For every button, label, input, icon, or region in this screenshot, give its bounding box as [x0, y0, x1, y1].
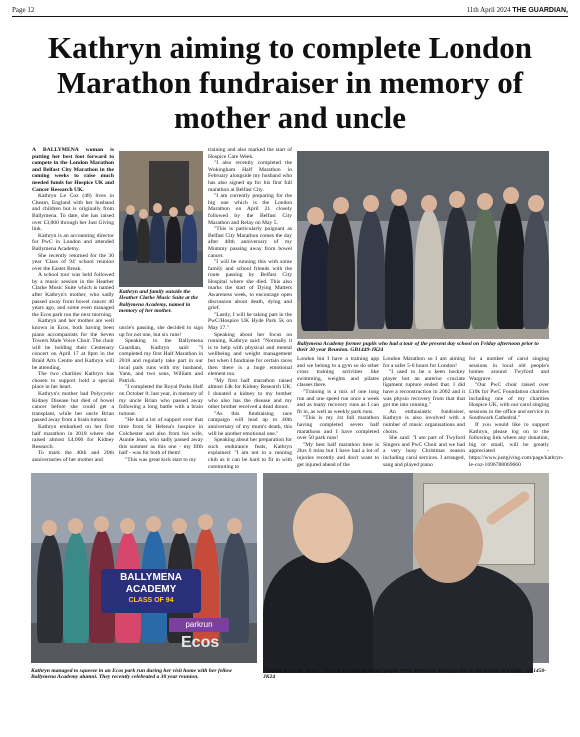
- article-paragraph: "Lastly, I will be taking part in the PwC/Hospice UK Hyde Park 5k on May 17.": [208, 311, 292, 332]
- article-paragraph: If you would like to support Kathryn, please log on to the following link where any donation, big or small, will be greatly appreciated - https://www.justgiving.com/page/kathryn-le-coz-1696788069660: [469, 421, 564, 468]
- article-paragraph: Kathryn embarked on her first half marathon in 2018 where she raised almost £4,000 for Kidney Research.: [32, 423, 114, 450]
- page-number: Page 12: [12, 6, 35, 14]
- issue-info: [467, 6, 568, 14]
- article-paragraph: "I am currently preparing for the big one which is the London Marathon on April 21 closely followed by the Belfast City Marathon and Relay on May 5.: [208, 193, 292, 226]
- article-paragraph: London but I have a training app and we belong to a gym so do other cross training activities like swimming, weights and pilates classes there.: [297, 356, 379, 389]
- memories-photo: [263, 473, 549, 663]
- parkrun-photo: [31, 473, 257, 663]
- article-paragraph: London Marathon so I am aiming for a safer 5-6 hours for London!: [383, 356, 465, 369]
- article-paragraph: To mark the 40th and 20th anniversaries of her mother and: [32, 450, 114, 463]
- article-paragraph: training and also marked the start of Hospice Care Week.: [208, 147, 292, 160]
- memories-photo-caption: "I think that's me there," Former B'mena Academy pupils relive memories during a visit to the school on Friday. GB1450-JK24: [263, 668, 547, 681]
- article-column-6: [469, 356, 564, 477]
- banner-line-1: BALLYMENA: [120, 572, 182, 583]
- article-paragraph: Kathryn Le Coz (48) lives in Cheam, England with her husband and children but is originally from Ballymena. To date, she has raised over £3,000 through her Just Giving link.: [32, 193, 114, 233]
- banner-line-3: CLASS OF 94: [128, 597, 174, 604]
- article-paragraph: for a number of carol singing sessions in local old people's homes around Twyford and Wargrave.: [469, 356, 549, 382]
- group-photo: [297, 151, 549, 339]
- article-paragraph: "This was great kick start to my: [125, 456, 197, 463]
- issue-date: 11th April 2024: [466, 6, 511, 14]
- article-lead: A BALLYMENA woman is putting her best foot forward to compete in the London Marathon and Belfast City Marathon in the coming weeks to raise much needed funds for Hospice UK and Cancer Research UK.: [32, 147, 114, 193]
- article-paragraph: "This is particularly poignant as Belfast City Marathon comes the day after 40th anniversary of my Mummy passing away from bowel cancer.: [208, 226, 292, 259]
- group-photo-caption: Ballymena Academy former pupils who had a tour of the present day school on Friday afternoon prior to their 30 year Reunion. GB1449-JK24: [297, 341, 539, 354]
- article-paragraph: She said: "I am part of Twyford Singers and PwC Choir and we had a very busy Christmas season including carol services. I arranged, sang and played piano: [383, 435, 465, 468]
- article-paragraph: "This is my 1st full marathon having completed seven half marathons and I have completed over 50 park runs!: [297, 415, 379, 442]
- class-of-94-banner: [101, 569, 201, 613]
- article-paragraph: Kathryn and her mother are well known in Ecos, both having been piano accompanists for the Seven Towers Male Voice Choir. The choir will be holding their Centenary concert on April 17 at 8pm in the Braid Arts Centre and Kathryn will be attending.: [32, 318, 114, 371]
- parkrun-logo: parkrun: [169, 618, 229, 632]
- article-paragraph: An enthusiastic fundraiser, Kathryn is also involved with a number of music organisations and choirs.: [383, 408, 465, 435]
- article-paragraph: "As this fundraising race campaign will lead up to 40th anniversary of my mum's death, this will be another emotional one.": [208, 410, 292, 437]
- article-paragraph: "My best half marathon time is 2hrs 6 mins but I have had a lot of injuries recently and don't want to get injured ahead of the: [297, 441, 379, 468]
- article-paragraph: Kathryn is an accounting director for PwC in London and attended Ballymena Academy.: [32, 232, 114, 252]
- article-column-3: [208, 147, 292, 477]
- banner-line-2: ACADEMY: [125, 584, 177, 595]
- article-column-2: [119, 325, 203, 477]
- article-paragraph: "My first half marathon raised almost £4k for Kidney Research UK. I donated a kidney to my brother who also has the disease and my other brother received a dead donor.: [208, 377, 292, 411]
- article-paragraph: The two charities Kathryn has chosen to support hold a special place in her heart.: [32, 371, 114, 391]
- article-paragraph: "Training is a mix of one long run and one speed run once a week and as many recovery runs as I can fit in, as well as weekly park runs.: [297, 388, 379, 415]
- article-paragraph: Speaking about her preparation for such endurance feats, Kathryn explained: "I am not in a running club as it can be hard to fit in with commuting to: [208, 437, 292, 470]
- family-photo: [119, 151, 203, 287]
- article-column-1: [32, 147, 114, 477]
- article-headline: Kathryn aiming to complete London Marathon fundraiser in memory of mother and uncle: [48, 30, 532, 135]
- family-photo-caption: Kathryn and family outside the Heather Clarke Music Suite at the Ballymena Academy, named in memory of her mother.: [119, 289, 199, 315]
- article-paragraph: "I also recently completed the Wokingham Half Marathon in February alongside my husband who has also signed up for his first full marathon at Belfast City.: [208, 160, 292, 193]
- article-paragraph: "I used to be a keen hockey player but an anterior cruciate ligament rupture ended that. I did have a reconstruction in 2002 and it was physio recovery from that that got me into running.": [383, 369, 465, 409]
- page-header-bar: [12, 4, 568, 17]
- article-paragraph: "I will be running this with some family and school friends with the route passing by Belfast City Hospital where she died. This also marks the start of Dying Matters Awareness week, to encourage open discussion about death, dying and grief.: [208, 259, 292, 312]
- article-paragraph: "Our PwC choir raised over £10k for PwC Foundation charities including one of my charities Hospice UK, with our carol singing sessions in the office and service in Southwark Cathedral.": [469, 382, 549, 422]
- article-paragraph: "I completed the Royal Parks Half on October 8; last year, in memory of my uncle Brian who passed away following a long battle with a brain tumour.: [119, 384, 203, 417]
- publication-name: THE GUARDIAN,: [512, 7, 568, 14]
- article-column-5: [383, 356, 465, 477]
- article-paragraph: Speaking about her focus on running, Kathryn said: "Normally it is to help with physical and mental wellbeing and weight management but when I fundraise for certain races then there is a huge emotional element too.: [208, 331, 292, 378]
- article-paragraph: A school tour was held followed by a music session in the Heather Clarke Music Suite which is named after Kathryn's mother, who sadly passed away from bowel cancer 40 years ago, and some even managed the Ecos park run the next morning.: [32, 272, 114, 318]
- article-paragraph: uncle's passing, she decided to sign up for not one, but six runs!: [119, 325, 203, 338]
- article-paragraph: Kathryn's mother had Polycystic Kidney Disease but died of bowel cancer before she could get a transplant, while her uncle Brian passed away from a brain tumour.: [32, 390, 114, 424]
- article-paragraph: She recently returned for the 30 year 'Class of 94' school reunion over the Easter Break.: [32, 252, 114, 272]
- parkrun-photo-caption: Kathryn managed to squeeze in an Ecos park run during her visit home with her fellow Ballymena Academy alumni. They recently celebrated a 30 year reunion.: [31, 668, 232, 681]
- article-column-4: [297, 356, 379, 477]
- article-paragraph: Speaking to the Ballymena Guardian, Kathryn said: "I completed my first Half Marathon in 2018 and regularly take part in our local park runs with my husband, Yann, and two sons, William and Patrick.: [119, 338, 203, 384]
- ecos-sign: Ecos: [181, 634, 220, 651]
- article-paragraph: "He had a lot of support over that time from St Helena's hospice in Colchester and also from his wife, Auntie Jean, who sadly passed away this summer as this one - my fifth half - was for both of them!: [119, 417, 203, 457]
